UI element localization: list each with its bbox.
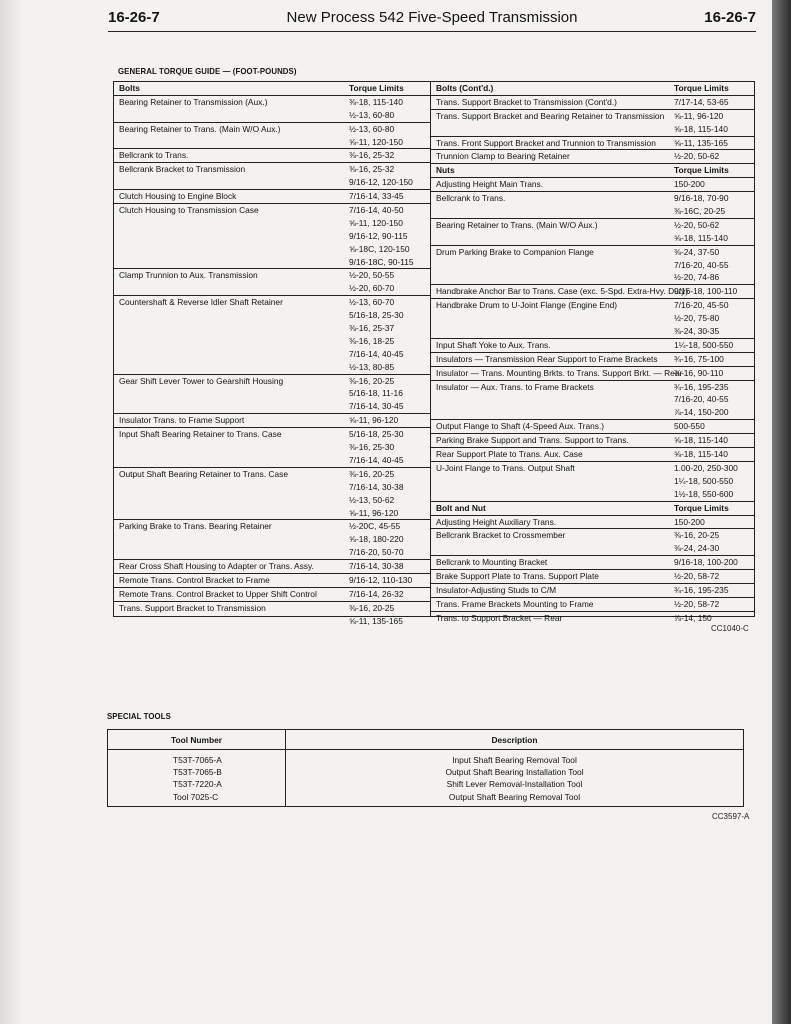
torque-figure-code: CC1040-C	[711, 624, 749, 633]
table-row	[431, 612, 755, 625]
page-header	[108, 7, 756, 32]
torque-value: ½-20, 75-80	[674, 313, 720, 324]
torque-table-right-column	[430, 82, 755, 623]
page-number-right: 16-26-7	[704, 9, 756, 26]
table-row	[114, 602, 430, 628]
torque-value: ⅝-11, 135-165	[674, 137, 728, 148]
fastener-description-line: Trans. Support Bracket to Transmission (Cont'd.)	[436, 96, 617, 107]
fastener-description	[431, 367, 683, 380]
torque-value: 7/16-20, 45-50	[674, 300, 729, 311]
torque-value: 7/16-20, 50-70	[349, 547, 404, 558]
torque-value: 7/16-14, 26-32	[349, 588, 404, 599]
table-row	[114, 190, 430, 204]
fastener-description	[431, 556, 674, 569]
table-row	[431, 434, 755, 448]
fastener-description-line: Countershaft & Reverse Idler Shaft Retainer	[119, 297, 283, 308]
fastener-description-line: Bellcrank to Trans.	[436, 193, 506, 204]
fastener-description-line: Bolt and Nut	[436, 502, 486, 513]
torque-value: ½-13, 80-85	[349, 361, 395, 372]
torque-value: 5/16-18, 11-16	[349, 388, 403, 399]
torque-limits	[674, 219, 755, 245]
torque-value: ¾-16, 90-110	[674, 367, 724, 378]
table-row	[431, 299, 755, 339]
fastener-description-line: Output Flange to Shaft (4-Speed Aux. Trans.)	[436, 421, 605, 432]
table-row	[431, 584, 755, 598]
torque-limits	[674, 246, 755, 285]
torque-limits	[349, 296, 430, 373]
torque-value: 7/16-14, 30-38	[349, 481, 404, 492]
tool-description: Input Shaft Bearing Removal Tool	[452, 755, 577, 765]
torque-limits	[349, 520, 430, 559]
table-row	[431, 570, 755, 584]
tool-number-column	[108, 730, 286, 806]
tool-number-list	[108, 750, 285, 803]
torque-value: 9/16-18, 100-200	[674, 557, 738, 568]
torque-value: ½-20, 50-55	[349, 270, 395, 281]
torque-value: ⅜-16, 25-37	[349, 323, 395, 334]
fastener-description	[431, 516, 674, 529]
table-row	[114, 520, 430, 560]
fastener-description-line: Handbrake Anchor Bar to Trans. Case (exc. 5-Spd. Extra-Hvy. Duty)	[436, 286, 689, 297]
torque-limits	[349, 96, 430, 122]
torque-limits	[674, 462, 755, 501]
fastener-description	[114, 574, 349, 587]
torque-limits	[674, 556, 755, 569]
torque-value: Torque Limits	[674, 165, 729, 176]
table-row	[114, 428, 430, 468]
torque-guide-title: GENERAL TORQUE GUIDE — (FOOT-POUNDS)	[118, 66, 297, 76]
torque-value: ⅜-16, 25-32	[349, 164, 395, 175]
torque-limits	[349, 574, 430, 587]
torque-value: ⅝-11, 120-150	[349, 136, 403, 147]
torque-value: ½-13, 60-80	[349, 109, 395, 120]
torque-limits	[349, 428, 430, 467]
torque-value: ⅜-16, 20-25	[674, 530, 720, 541]
tool-description-list	[286, 750, 743, 803]
table-row	[431, 529, 755, 556]
torque-value: ⅜-16, 25-30	[349, 442, 395, 453]
table-row	[114, 269, 430, 296]
torque-value: 500-550	[674, 421, 705, 432]
fastener-description	[431, 96, 674, 109]
torque-limits	[674, 150, 755, 163]
fastener-description	[431, 82, 674, 95]
torque-value: ¾-16, 75-100	[674, 353, 724, 364]
table-header-row	[431, 164, 755, 178]
torque-value: ¾-16, 195-235	[674, 584, 729, 595]
torque-limits	[349, 82, 430, 95]
torque-limits	[674, 529, 755, 555]
table-header-row	[431, 502, 755, 516]
torque-limits	[674, 434, 755, 447]
table-row	[431, 448, 755, 462]
torque-value: 9/16-12, 90-115	[349, 230, 408, 241]
torque-value: 7/16-14, 30-38	[349, 561, 404, 572]
tool-description-header: Description	[286, 730, 743, 750]
torque-value: 7/16-20, 40-55	[674, 394, 729, 405]
torque-value: ½-20, 50-62	[674, 219, 720, 230]
table-row	[431, 556, 755, 570]
torque-value: ⅝-11, 120-150	[349, 217, 403, 228]
torque-limits	[349, 468, 430, 520]
torque-limits	[349, 414, 430, 427]
table-row	[431, 367, 755, 381]
fastener-description-line: Rear Support Plate to Trans. Aux. Case	[436, 449, 583, 460]
torque-limits	[674, 420, 755, 433]
torque-value: 1¼-18, 500-550	[674, 475, 734, 486]
torque-value: ⅝-18C, 120-150	[349, 243, 410, 254]
torque-value: ⅜-16, 18-25	[349, 335, 395, 346]
fastener-description-line: Output Shaft Bearing Retainer to Trans. Case	[119, 468, 288, 479]
fastener-description	[114, 96, 349, 122]
torque-value: ⅜-18, 115-140	[349, 96, 403, 107]
tool-number-header: Tool Number	[108, 730, 285, 750]
fastener-description-line: Adjusting Height Main Trans.	[436, 179, 544, 190]
torque-limits	[349, 560, 430, 573]
torque-limits	[674, 448, 755, 461]
torque-value: ½-20C, 45-55	[349, 521, 401, 532]
fastener-description	[431, 353, 674, 366]
fastener-description-line: Handbrake Drum to U-Joint Flange (Engine End)	[436, 300, 618, 311]
table-row	[114, 204, 430, 269]
fastener-description	[431, 502, 674, 515]
tool-number: T53T-7065-A	[173, 755, 222, 765]
tool-description: Output Shaft Bearing Installation Tool	[445, 767, 584, 778]
torque-value: ½-20, 74-86	[674, 272, 720, 283]
torque-value: 7/16-20, 40-55	[674, 259, 729, 270]
torque-value: ⅜-16, 25-32	[349, 150, 395, 161]
torque-value: 1¼-18, 500-550	[674, 339, 734, 350]
table-row	[431, 192, 755, 219]
table-row	[431, 137, 755, 151]
torque-limits	[674, 353, 755, 366]
torque-value: ½-20, 50-62	[674, 151, 720, 162]
fastener-description-line: Trans. Frame Brackets Mounting to Frame	[436, 598, 594, 609]
torque-value: ⅜-16, 20-25	[349, 602, 395, 613]
fastener-description-line: Drum Parking Brake to Companion Flange	[436, 246, 594, 257]
table-row	[431, 516, 755, 530]
table-row	[431, 246, 755, 286]
fastener-description	[431, 570, 674, 583]
page-gutter-shadow	[0, 0, 22, 1024]
torque-limits	[674, 339, 755, 352]
fastener-description-line: Parking Brake to Trans. Bearing Retainer	[119, 521, 272, 532]
fastener-description-line: Bolts	[119, 83, 140, 93]
torque-value: 7/16-14, 40-45	[349, 454, 404, 465]
torque-limits	[349, 588, 430, 601]
fastener-description	[431, 192, 674, 218]
fastener-description-line: Remote Trans. Control Bracket to Frame	[119, 574, 270, 585]
torque-value: ⅜-24, 30-35	[674, 326, 720, 337]
fastener-description-line: Adjusting Height Auxiliary Trans.	[436, 516, 557, 527]
scan-edge-shadow	[772, 0, 791, 1024]
torque-limits	[349, 269, 430, 295]
fastener-description	[431, 612, 674, 625]
fastener-description-line: Nuts	[436, 165, 455, 176]
torque-limits	[674, 516, 755, 529]
fastener-description	[431, 137, 674, 150]
tool-description: Shift Lever Removal-Installation Tool	[446, 779, 583, 790]
fastener-description	[431, 529, 674, 555]
torque-value: ⅜-24, 24-30	[674, 543, 720, 554]
fastener-description	[114, 190, 349, 203]
torque-limits	[349, 375, 430, 414]
torque-value: 7/16-14, 30-45	[349, 401, 404, 412]
table-row	[431, 381, 755, 421]
tool-number: Tool 7025-C	[173, 791, 219, 802]
torque-limits	[349, 123, 430, 149]
fastener-description-line: Bearing Retainer to Transmission (Aux.)	[119, 96, 268, 107]
fastener-description-line: Trans. Support Bracket to Transmission	[119, 602, 266, 613]
torque-value: 7/16-14, 40-45	[349, 348, 404, 359]
table-row	[431, 598, 755, 612]
fastener-description-line: Insulator Trans. to Frame Support	[119, 415, 245, 426]
table-header-row	[431, 82, 755, 96]
table-row	[431, 110, 755, 137]
torque-limits	[674, 570, 755, 583]
torque-limits	[349, 602, 430, 628]
page-title: New Process 542 Five-Speed Transmission	[286, 9, 578, 26]
fastener-description-line: Trunnion Clamp to Bearing Retainer	[436, 151, 570, 162]
table-row	[431, 353, 755, 367]
table-row	[431, 462, 755, 502]
table-row	[114, 560, 430, 574]
torque-value: 7/16-14, 40-50	[349, 205, 404, 216]
table-row	[431, 178, 755, 192]
torque-value: ⅜-16, 20-25	[349, 375, 395, 386]
fastener-description	[431, 434, 674, 447]
fastener-description	[114, 82, 349, 95]
torque-limits	[349, 204, 430, 268]
torque-limits	[674, 164, 755, 177]
torque-limits	[674, 584, 755, 597]
torque-value: ⅝-18, 115-140	[674, 232, 728, 243]
torque-value: ⅝-11, 96-120	[349, 415, 399, 426]
special-tools-table	[107, 729, 744, 807]
fastener-description	[114, 123, 349, 149]
fastener-description	[114, 204, 349, 268]
fastener-description-line: U-Joint Flange to Trans. Output Shaft	[436, 462, 575, 473]
torque-value: ⅜-16, 20-25	[349, 468, 395, 479]
table-row	[114, 149, 430, 163]
torque-limits	[349, 163, 430, 189]
fastener-description-line: Rear Cross Shaft Housing to Adapter or Trans. Assy.	[119, 561, 314, 572]
fastener-description-line: Insulator — Trans. Mounting Brkts. to Trans. Support Brkt. — Rear	[436, 367, 683, 378]
fastener-description	[431, 598, 674, 611]
torque-value: ⅝-11, 135-165	[349, 615, 403, 626]
torque-limits	[674, 285, 755, 298]
fastener-description	[431, 299, 674, 338]
table-row	[431, 420, 755, 434]
fastener-description-line: Insulator — Aux. Trans. to Frame Brackets	[436, 381, 594, 392]
torque-value: 9/16-12, 120-150	[349, 177, 413, 188]
torque-value: 9/16-18C, 90-115	[349, 256, 414, 267]
table-row	[114, 574, 430, 588]
torque-value: Torque Limits	[674, 502, 729, 513]
fastener-description	[114, 560, 349, 573]
table-row	[431, 150, 755, 164]
fastener-description	[114, 375, 349, 414]
fastener-description-line: Insulators — Transmission Rear Support to Frame Brackets	[436, 353, 658, 364]
torque-value: Torque Limits	[349, 83, 404, 93]
table-row	[431, 219, 755, 246]
torque-value: ⅜-24, 37-50	[674, 246, 720, 257]
torque-limits	[349, 149, 430, 162]
fastener-description-line: Bellcrank Bracket to Crossmember	[436, 530, 566, 541]
table-row	[431, 96, 755, 110]
fastener-description	[114, 602, 349, 628]
table-header-row	[114, 82, 430, 96]
torque-value: ⅝-18, 115-140	[674, 123, 728, 134]
fastener-description-line: Bolts (Cont'd.)	[436, 83, 494, 93]
tool-description: Output Shaft Bearing Removal Tool	[448, 791, 581, 802]
torque-value: 9/16-12, 110-130	[349, 574, 413, 585]
fastener-description-line: Remote Trans. Control Bracket to Upper Shift Control	[119, 588, 317, 599]
fastener-description	[431, 178, 674, 191]
fastener-description-line: Trans. to Support Bracket — Rear	[436, 612, 563, 623]
torque-value: 5/16-18, 25-30	[349, 429, 404, 440]
fastener-description	[114, 163, 349, 189]
torque-limits	[674, 598, 755, 611]
torque-value: Torque Limits	[674, 83, 729, 93]
fastener-description-line: Brake Support Plate to Trans. Support Plate	[436, 571, 599, 582]
torque-limits	[674, 381, 755, 420]
table-row	[431, 339, 755, 353]
torque-value: ½-20, 58-72	[674, 598, 720, 609]
fastener-description	[431, 246, 674, 285]
torque-value: ½-20, 58-72	[674, 571, 720, 582]
fastener-description	[431, 420, 674, 433]
fastener-description	[114, 468, 349, 520]
torque-value: 7/17-14, 53-65	[674, 96, 729, 107]
torque-value: ¾-16, 195-235	[674, 381, 729, 392]
torque-limits	[674, 612, 755, 625]
table-row	[114, 375, 430, 415]
fastener-description-line: Bearing Retainer to Trans. (Main W/O Aux.)	[436, 219, 598, 230]
fastener-description	[431, 285, 689, 298]
fastener-description	[431, 150, 674, 163]
fastener-description-line: Clamp Trunnion to Aux. Transmission	[119, 270, 258, 281]
torque-value: ⅝-18, 115-140	[674, 449, 728, 460]
fastener-description	[431, 164, 674, 177]
torque-value: ⅞-14, 150-200	[674, 407, 729, 418]
fastener-description	[431, 381, 674, 420]
table-row	[114, 414, 430, 428]
table-row	[114, 96, 430, 123]
tools-figure-code: CC3597-A	[712, 812, 750, 821]
table-row	[114, 588, 430, 602]
torque-limits	[674, 110, 755, 136]
fastener-description	[431, 584, 674, 597]
fastener-description-line: Input Shaft Yoke to Aux. Trans.	[436, 339, 551, 350]
table-row	[114, 468, 430, 521]
torque-value: ⅝-11, 96-120	[349, 507, 399, 518]
torque-limits	[674, 82, 755, 95]
fastener-description	[431, 219, 674, 245]
tool-description-column	[286, 730, 743, 806]
fastener-description	[431, 110, 674, 136]
torque-value: 7/16-14, 33-45	[349, 191, 404, 202]
fastener-description	[431, 448, 674, 461]
torque-value: 150-200	[674, 516, 705, 527]
fastener-description-line: Trans. Support Bracket and Bearing Retainer to Transmission	[436, 110, 665, 121]
torque-limits	[674, 137, 755, 150]
page-number-left: 16-26-7	[108, 9, 160, 26]
fastener-description-line: Bearing Retainer to Trans. (Main W/O Aux.)	[119, 123, 281, 134]
torque-value: 9/16-18, 100-110	[674, 286, 738, 297]
table-row	[114, 163, 430, 190]
fastener-description-line: Parking Brake Support and Trans. Support to Trans.	[436, 435, 629, 446]
fastener-description	[114, 414, 349, 427]
torque-limits	[674, 502, 755, 515]
torque-value: ⅞-14, 150	[674, 612, 712, 623]
tool-number: T53T-7065-B	[173, 767, 222, 778]
fastener-description	[114, 520, 349, 559]
torque-value: ½-13, 60-70	[349, 297, 395, 308]
fastener-description	[114, 428, 349, 467]
fastener-description	[114, 269, 349, 295]
fastener-description	[114, 296, 349, 373]
fastener-description-line: Gear Shift Lever Tower to Gearshift Housing	[119, 375, 284, 386]
fastener-description	[431, 462, 674, 501]
special-tools-title: SPECIAL TOOLS	[107, 711, 171, 721]
fastener-description-line: Clutch Housing to Engine Block	[119, 191, 237, 202]
torque-value: ½-20, 60-70	[349, 283, 395, 294]
table-row	[114, 296, 430, 374]
fastener-description-line: Insulator-Adjusting Studs to C/M	[436, 584, 557, 595]
fastener-description	[114, 588, 349, 601]
torque-table-left-column	[114, 82, 430, 626]
torque-value: ⅜-16C, 20-25	[674, 206, 726, 217]
torque-guide-table	[113, 81, 755, 626]
fastener-description-line: Trans. Front Support Bracket and Trunnion to Transmission	[436, 137, 656, 148]
table-row	[114, 123, 430, 150]
fastener-description-line: Bellcrank to Trans.	[119, 150, 189, 161]
torque-value: ⅝-11, 96-120	[674, 110, 724, 121]
torque-value: ⅝-18, 180-220	[349, 534, 404, 545]
torque-value: 150-200	[674, 179, 705, 190]
torque-value: 5/16-18, 25-30	[349, 310, 404, 321]
torque-value: 1.00-20, 250-300	[674, 462, 738, 473]
fastener-description	[431, 339, 674, 352]
fastener-description-line: Clutch Housing to Transmission Case	[119, 205, 259, 216]
torque-limits	[674, 96, 755, 109]
torque-limits	[674, 192, 755, 218]
torque-limits	[674, 178, 755, 191]
fastener-description-line: Input Shaft Bearing Retainer to Trans. Case	[119, 429, 282, 440]
fastener-description	[114, 149, 349, 162]
torque-value: 9/16-18, 70-90	[674, 193, 729, 204]
torque-value: ½-13, 50-62	[349, 494, 395, 505]
fastener-description-line: Bellcrank Bracket to Transmission	[119, 164, 246, 175]
torque-value: 1½-18, 550-600	[674, 488, 734, 499]
fastener-description-line: Bellcrank to Mounting Bracket	[436, 557, 548, 568]
torque-value: ⅝-18, 115-140	[674, 435, 728, 446]
torque-limits	[349, 190, 430, 203]
tool-number: T53T-7220-A	[173, 779, 222, 790]
table-row	[431, 285, 755, 299]
torque-value: ½-13, 60-80	[349, 123, 395, 134]
torque-limits	[674, 299, 755, 338]
torque-limits	[674, 367, 755, 380]
